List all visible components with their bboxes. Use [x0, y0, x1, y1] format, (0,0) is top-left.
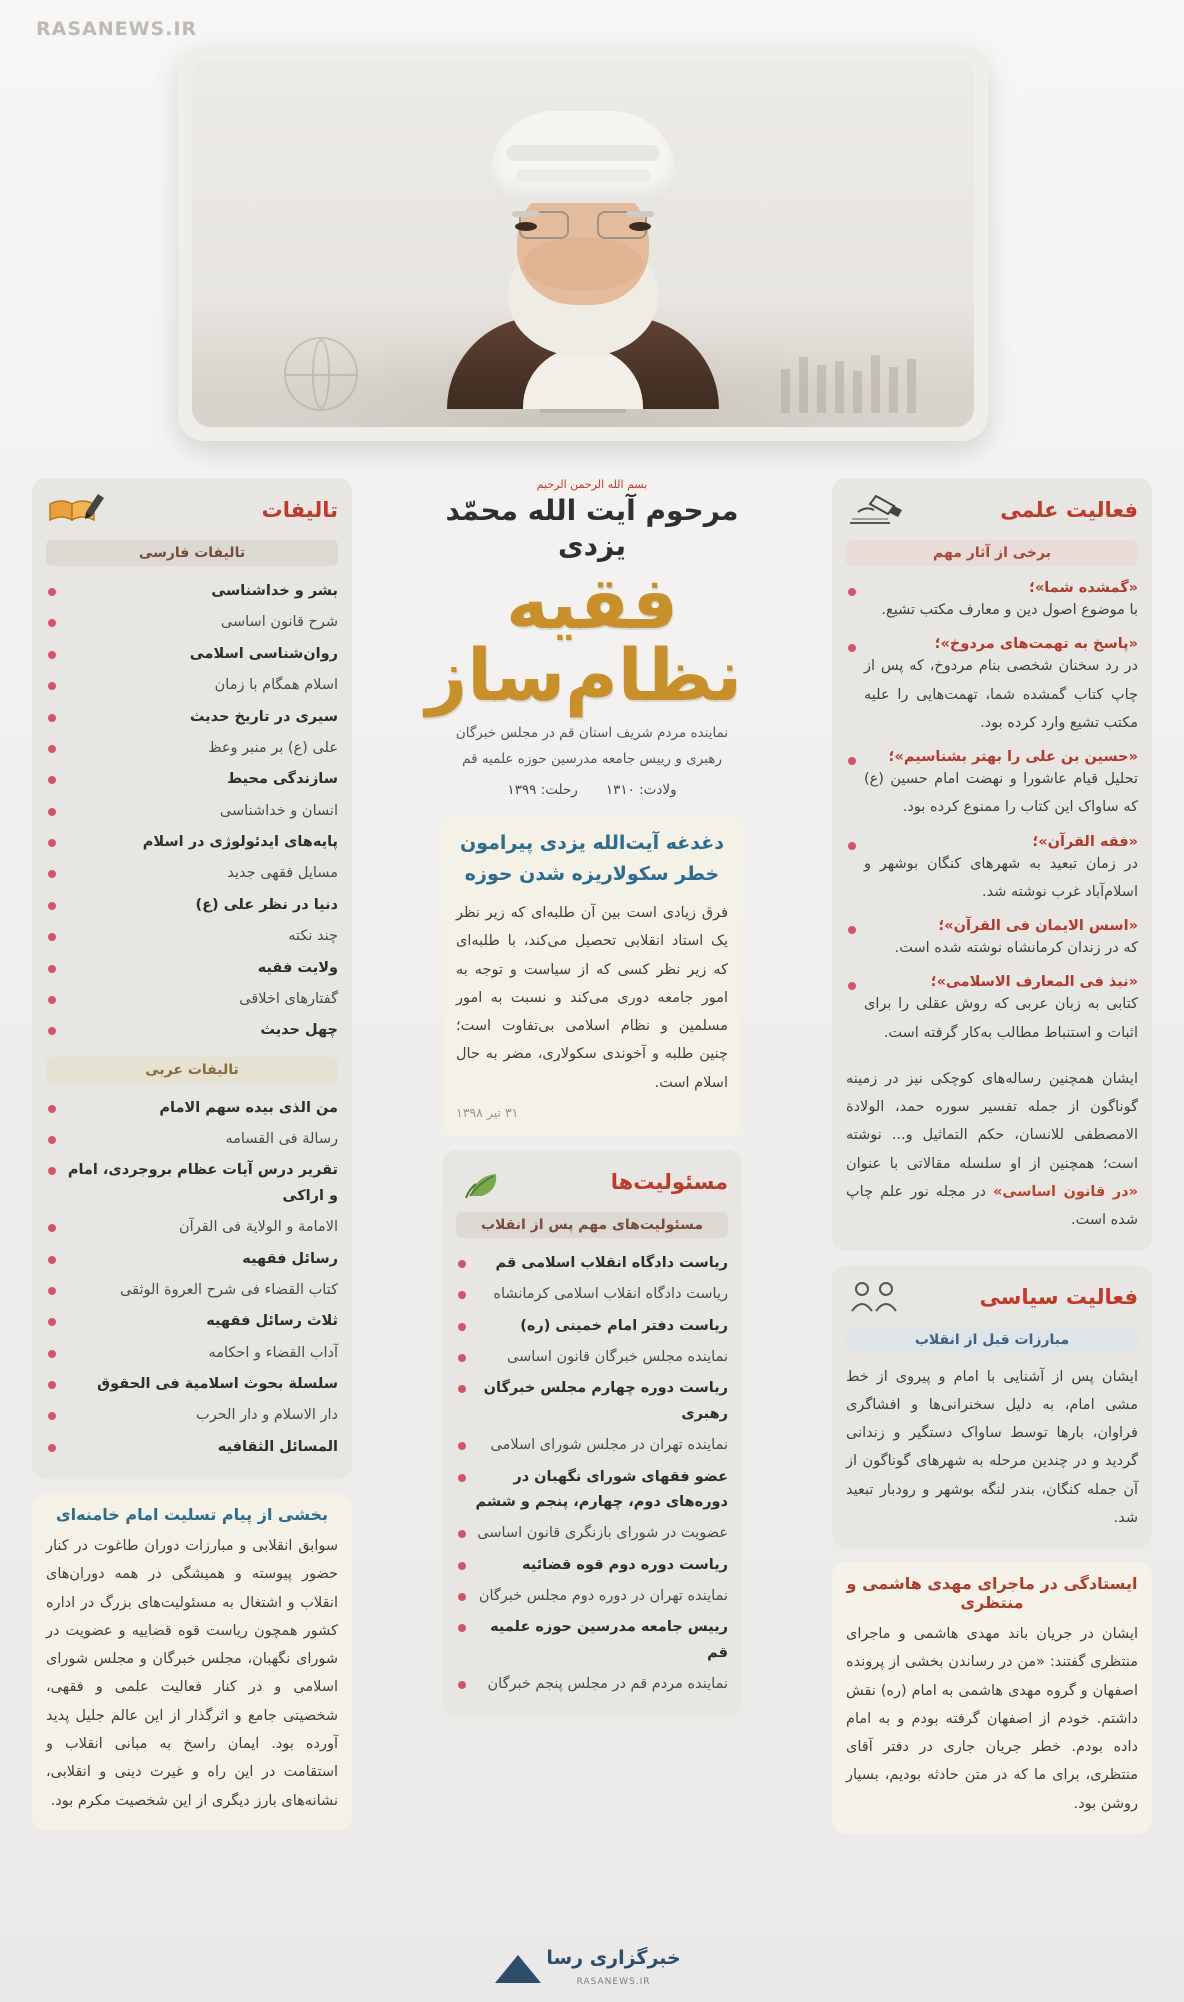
list-item: دار الاسلام و دار الحرب — [46, 1400, 338, 1431]
list-item: من الذی بیده سهم الامام — [46, 1093, 338, 1124]
scientific-subhead: برخی از آثار مهم — [846, 540, 1138, 566]
list-item: نماینده مجلس خبرگان قانون اساسی — [456, 1342, 728, 1373]
work-item-desc: با موضوع اصول دین و معارف مکتب تشیع. — [881, 602, 1138, 618]
hashemi-panel — [832, 1562, 1152, 1834]
works-persian-head: تالیفات فارسی — [46, 540, 338, 566]
list-item: ولایت فقیه — [46, 953, 338, 984]
list-item: پایه‌های ایدئولوژی در اسلام — [46, 827, 338, 858]
work-item-desc: کتابی به زبان عربی که روش عقلی را برای اثبات و استنباط مطالب به‌کار گرفته است. — [864, 996, 1138, 1041]
logo-text — [546, 1947, 680, 1988]
list-item: روان‌شناسی اسلامی — [46, 639, 338, 670]
works-persian-list — [46, 576, 338, 1047]
list-item: نماینده تهران در دوره دوم مجلس خبرگان — [456, 1581, 728, 1612]
work-item-desc: در زمان تبعید به شهرهای کنگان بوشهر و اسلام‌آباد غرب نوشته شد. — [864, 855, 1138, 900]
watermark-text: RASANEWS.IR — [36, 18, 198, 40]
list-item: ریاست دفتر امام خمینی (ره) — [456, 1311, 728, 1342]
hero-image — [178, 46, 988, 441]
work-item-title: «پاسخ به تهمت‌های مردوخ»؛ — [934, 636, 1138, 653]
logo-fa: خبرگزاری رسا — [546, 1947, 681, 1969]
logo-en: RASANEWS.IR — [576, 1977, 651, 1987]
subtitle: نماینده مردم شریف استان قم در مجلس خبرگان رهبری و رییس جامعه مدرسین حوزه علمیه قم — [455, 725, 729, 767]
work-item — [846, 632, 1138, 745]
work-item-title: «گمشده شما»؛ — [1029, 580, 1138, 596]
hashemi-title: ایستادگی در ماجرای مهدی هاشمی و منتظری — [846, 1574, 1138, 1613]
works-arabic-list — [46, 1093, 338, 1464]
list-item: نماینده تهران در مجلس شورای اسلامی — [456, 1430, 728, 1461]
khamenei-message-text: سوابق انقلابی و مبارزات دوران طاغوت در کنار حضور پیوسته و همیشگی در همه دوران‌های انقلاب و اشتغال به مسئولیت‌های بزرگ در اداره کشور همچون ریاست قوه قضاییه و عضویت در شورای نگهبان، مجلس خبرگان و مجلس شورای اسلامی و در کنار فعالیت علمی و فقهی، شخصیتی جامع و اثرگذار از این عالم جلیل پدید آورده بود. ایمان راسخ به مبانی انقلاب و استقامت در این راه و غیرت دینی و انقلابی، نشانه‌های بارز دیگری از این شخصیت مکرم بود. — [46, 1538, 338, 1809]
life-dates — [442, 782, 742, 798]
people-icon — [846, 1277, 908, 1317]
list-item: مسایل فقهی جدید — [46, 858, 338, 889]
title-block — [425, 478, 742, 799]
work-item-title: «نبذ فی المعارف الاسلامی»؛ — [930, 974, 1138, 991]
list-item: کتاب القضاء فی شرح العروة الوثقی — [46, 1275, 338, 1306]
column-right — [832, 478, 1152, 1848]
khamenei-message-panel — [32, 1493, 352, 1831]
work-item-title: «فقه القرآن»؛ — [1032, 833, 1138, 850]
list-item: چهل حدیث — [46, 1015, 338, 1046]
list-item: عضویت در شورای بازنگری قانون اساسی — [456, 1518, 728, 1549]
list-item: آداب القضاء و احکامه — [46, 1338, 338, 1369]
turban — [490, 111, 676, 203]
work-item-title: «اسس الایمان فی القرآن»؛ — [938, 918, 1138, 935]
page-title: مرحوم آیت الله محمّد یزدی — [445, 494, 739, 562]
list-item: بشر و خداشناسی — [46, 576, 338, 607]
works-title: تالیفات — [261, 498, 338, 522]
quote-panel — [442, 816, 742, 1136]
scientific-items — [846, 576, 1138, 1055]
responsibilities-subhead: مسئولیت‌های مهم پس از انقلاب — [456, 1212, 728, 1238]
work-item-desc: در رد سخنان شخصی بنام مردوخ، که پس از چاپ کتاب گمشده شما، تهمت‌هایی را علیه مکتب تشیع وارد کرده بود. — [864, 658, 1138, 731]
list-item: الامامة و الولایة فی القرآن — [46, 1212, 338, 1243]
scientific-activity-title: فعالیت علمی — [1000, 498, 1138, 522]
list-item: سلسلة بحوث اسلامیة فی الحقوق — [46, 1369, 338, 1400]
crowd-engraving — [766, 351, 916, 413]
list-item: دنیا در نظر علی (ع) — [46, 890, 338, 921]
footer-logo — [0, 1947, 1184, 1988]
list-item: المسائل الثقافیه — [46, 1432, 338, 1463]
list-item: رییس جامعه مدرسین حوزه علمیه قم — [456, 1612, 728, 1669]
list-item: سازندگی محیط — [46, 764, 338, 795]
list-item: شرح قانون اساسی — [46, 607, 338, 638]
responsibilities-list — [456, 1248, 728, 1701]
list-item: گفتارهای اخلاقی — [46, 984, 338, 1015]
political-activity-panel — [832, 1265, 1152, 1549]
portrait — [433, 79, 733, 409]
scientific-footer-b: در مجله نور علم چاپ شده است. — [846, 1183, 1138, 1229]
list-item: ریاست دوره چهارم مجلس خبرگان رهبری — [456, 1373, 728, 1430]
political-activity-title: فعالیت سیاسی — [979, 1284, 1138, 1309]
book-pen-icon — [46, 490, 108, 530]
list-item: عضو فقهای شورای نگهبان در دوره‌های دوم، چهارم، پنجم و ششم — [456, 1462, 728, 1519]
seal-text: بسم الله الرحمن الرحیم — [536, 478, 648, 491]
work-item-desc: تحلیل قیام عاشورا و نهضت امام حسین (ع) که ساواک این کتاب را ممنوع کرده بود. — [864, 771, 1138, 816]
headline: فقیه نظام‌ساز — [425, 561, 742, 717]
work-item — [846, 745, 1138, 830]
death-date: رحلت: ۱۳۹۹ — [507, 782, 578, 799]
list-item: رسالة فی القسامه — [46, 1124, 338, 1155]
column-center — [425, 478, 742, 1731]
khamenei-message-title: بخشی از پیام تسلیت امام خامنه‌ای — [55, 1505, 329, 1525]
column-left — [32, 478, 352, 1845]
globe-engraving — [284, 337, 358, 411]
list-item: ریاست دادگاه انقلاب اسلامی کرمانشاه — [456, 1279, 728, 1310]
hashemi-text: ایشان در جریان باند مهدی هاشمی و ماجرای منتظری گفتند: «من در رساندن بخشی از پرونده اصفهان و گروه مهدی هاشمی به امام (ره) نقش داشتم. خودم از اصفهان گرفته بودم و به امام داده بودم. خطر جریان جاری در دفتر آقای منتظری، برای ما که در متن حادثه بودیم، بسیار روشن بود. — [846, 1626, 1138, 1812]
scientific-activity-panel — [832, 478, 1152, 1251]
birth-date: ولادت: ۱۳۱۰ — [605, 782, 677, 799]
work-item — [846, 914, 1138, 970]
list-item: انسان و خداشناسی — [46, 796, 338, 827]
list-item: تقریر درس آیات عظام بروجردی، امام و اراکی — [46, 1155, 338, 1212]
scientific-footer — [846, 1065, 1138, 1235]
watermark — [36, 18, 197, 40]
works-arabic-head: تالیفات عربی — [46, 1057, 338, 1083]
rasa-logo-icon — [495, 1951, 541, 1985]
leaf-icon — [456, 1162, 518, 1202]
responsibilities-title: مسئولیت‌ها — [610, 1169, 728, 1194]
list-item: سیری در تاریخ حدیث — [46, 702, 338, 733]
list-item: اسلام همگام با زمان — [46, 670, 338, 701]
quote-title: دغدغه آیت‌الله یزدی پیرامون خطر سکولاریزه شدن حوزه — [460, 832, 724, 885]
list-item: رسائل فقهیه — [46, 1244, 338, 1275]
list-item: ریاست دوره دوم قوه قضائیه — [456, 1550, 728, 1581]
responsibilities-panel — [442, 1150, 742, 1717]
list-item: نماینده مردم قم در مجلس پنجم خبرگان — [456, 1669, 728, 1700]
writing-hand-icon — [846, 490, 908, 530]
list-item: ریاست دادگاه انقلاب اسلامی قم — [456, 1248, 728, 1279]
works-panel — [32, 478, 352, 1479]
political-subhead: مبارزات قبل از انقلاب — [846, 1327, 1138, 1353]
scientific-footer-a: ایشان همچنین رساله‌های کوچکی نیز در زمینه گوناگون از جمله تفسیر سوره حمد، الولادة الامصطفی للانسان، حکم التماثیل و... نوشته است؛ همچنین از او سلسله مقالاتی با عنوان — [846, 1070, 1138, 1172]
political-text: ایشان پس از آشنایی با امام و پیروی از خط مشی امام، به دلیل سخنرانی‌ها و افشاگری فراوان، بارها توسط ساواک دستگیر و زندانی گردید و در چندین مرحله به شهرهای گوناگون از آن جمله کنگان، بندر لنگه بوشهر و رودبار تبعید شد. — [846, 1368, 1138, 1526]
work-item — [846, 830, 1138, 915]
quote-text: فرق زیادی است بین آن طلبه‌ای که زیر نظر یک استاد انقلابی تحصیل می‌کند، با طلبه‌ای که زیر نظر کسی که از سیاست و توجه به امور جامعه دوری می‌کند و نسبت به امور مسلمین و نظام اسلامی بی‌تفاوت است؛ چنین طلبه و آخوندی سکولاری، مضر به حال اسلام است. — [456, 905, 728, 1091]
list-item: علی (ع) بر منبر وعظ — [46, 733, 338, 764]
work-item-desc: که در زندان کرمانشاه نوشته شده است. — [894, 940, 1138, 957]
work-item — [846, 970, 1138, 1055]
work-item — [846, 576, 1138, 632]
work-item-title: «حسین بن علی را بهتر بشناسیم»؛ — [888, 749, 1138, 766]
quote-date: ۳۱ تیر ۱۳۹۸ — [456, 1104, 519, 1120]
scientific-footer-highlight: «در قانون اساسی» — [993, 1183, 1138, 1200]
list-item: چند نکته — [46, 921, 338, 952]
list-item: ثلاث رسائل فقهیه — [46, 1306, 338, 1337]
